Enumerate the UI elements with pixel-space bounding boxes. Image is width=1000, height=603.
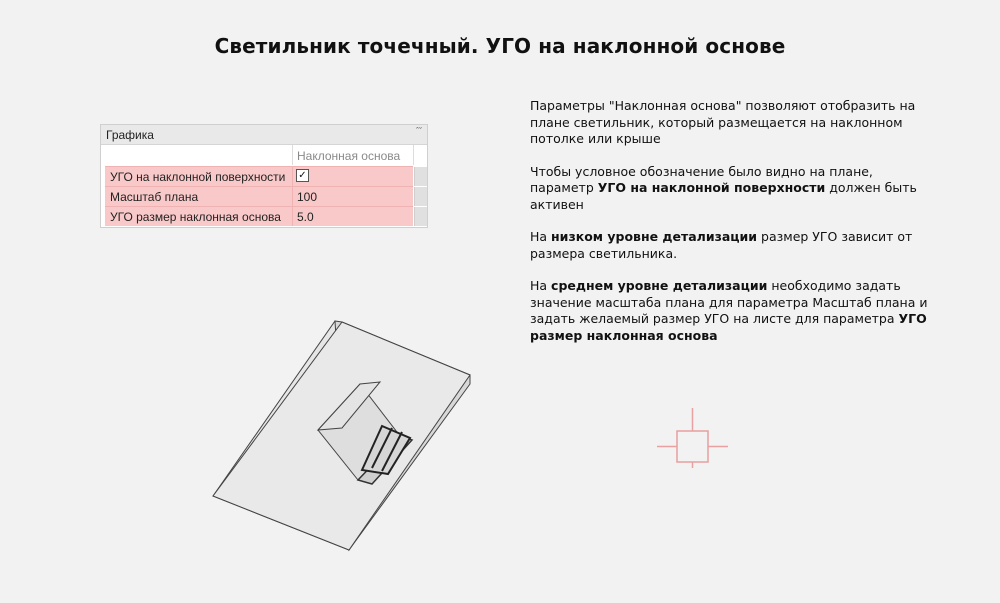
- sloped-fixture-illustration: [212, 318, 474, 554]
- column-header-label: Наклонная основа: [297, 149, 401, 163]
- property-row-ugo-size[interactable]: [105, 206, 413, 226]
- column-header-lead: [105, 145, 293, 165]
- row-scroll-cell: [414, 207, 427, 226]
- property-name: УГО на наклонной поверхности: [110, 170, 286, 184]
- property-row-ugo-sloped[interactable]: [105, 166, 413, 186]
- row-divider: [292, 167, 293, 186]
- paragraph-4: На среднем уровне детализации необходимо задать значение масштаба плана для параметра Масштаб плана и задать желаемый размер УГО на листе для параметра УГО размер наклонная основа: [530, 278, 928, 343]
- row-scroll-cell: [414, 167, 427, 186]
- paragraph-1: Параметры "Наклонная основа" позволяют отобразить на плане светильник, который размещается на наклонном потолке или крыше: [530, 98, 916, 146]
- column-header-row: [105, 145, 426, 165]
- column-separator: [413, 145, 414, 165]
- fixture-plan-symbol-icon: [655, 408, 729, 468]
- paragraph-2: Чтобы условное обозначение было видно на плане, параметр УГО на наклонной поверхности должен быть активен: [530, 163, 917, 212]
- property-name: Масштаб плана: [110, 190, 199, 204]
- collapse-icon[interactable]: ˆˇ: [416, 126, 422, 136]
- panel-header[interactable]: [101, 125, 427, 145]
- property-value[interactable]: 100: [297, 190, 318, 204]
- properties-panel: [100, 124, 428, 228]
- property-value[interactable]: 5.0: [297, 210, 314, 224]
- description-text: [530, 98, 940, 360]
- checkbox-checked[interactable]: ✓: [296, 169, 309, 182]
- row-scroll-cell: [414, 187, 427, 206]
- property-name: УГО размер наклонная основа: [110, 210, 281, 224]
- panel-header-label: Графика: [106, 128, 154, 142]
- paragraph-3: На низком уровне детализации размер УГО зависит от размера светильника.: [530, 229, 913, 261]
- row-divider: [292, 187, 293, 206]
- row-divider: [292, 207, 293, 226]
- page-title: Светильник точечный. УГО на наклонной основе: [214, 34, 786, 58]
- property-row-plan-scale[interactable]: [105, 186, 413, 206]
